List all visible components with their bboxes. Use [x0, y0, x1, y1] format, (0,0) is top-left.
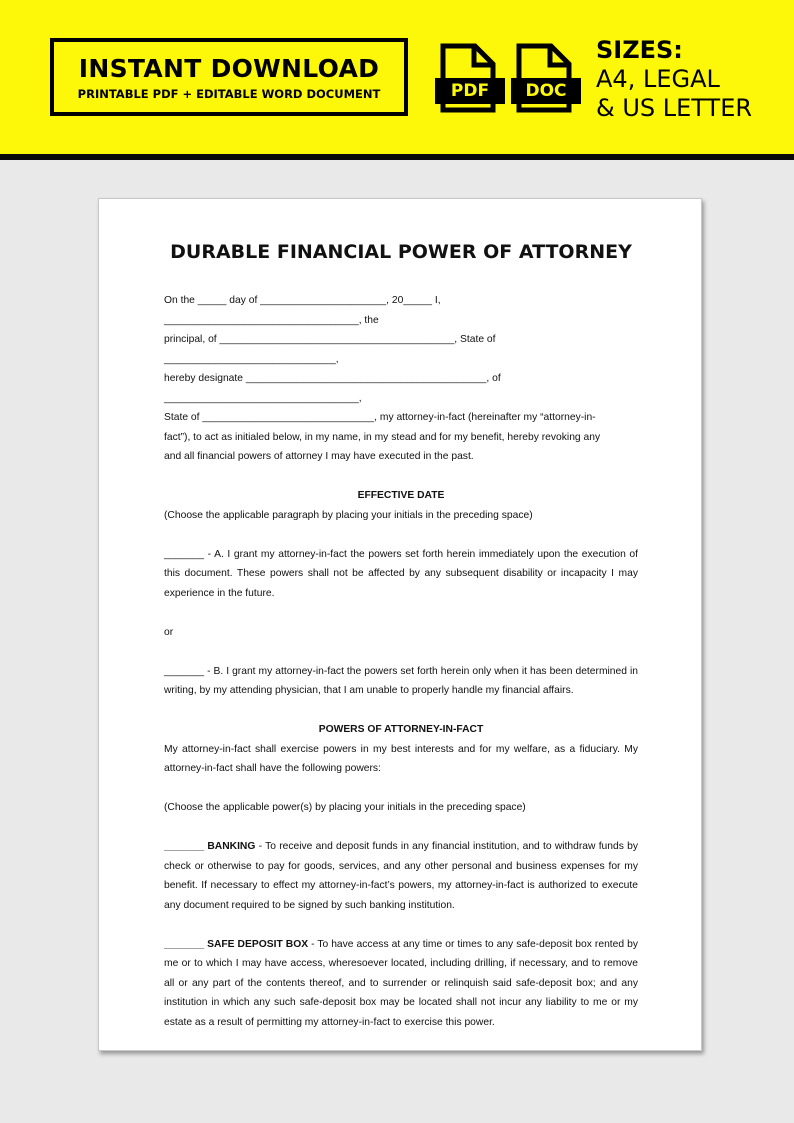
- effective-date-instruction: (Choose the applicable paragraph by placing your initials in the preceding space): [164, 509, 533, 521]
- instant-download-box: [50, 38, 408, 116]
- safe-deposit-label: _______ SAFE DEPOSIT BOX: [164, 938, 309, 950]
- document-body: [164, 239, 638, 1032]
- intro-line: On the _____ day of ______________________, 20_____ I, __________________________________, the: [164, 295, 441, 326]
- sizes-line-1: A4, LEGAL: [596, 65, 720, 93]
- option-b-paragraph: _______ - B. I grant my attorney-in-fact the powers set forth herein only when it has been determined in writing, by my attending physician, that I am unable to properly handle my financial affairs.: [164, 665, 638, 696]
- document-page: [98, 198, 702, 1051]
- doc-label: DOC: [511, 78, 581, 104]
- effective-date-heading: EFFECTIVE DATE: [357, 490, 445, 501]
- powers-heading: POWERS OF ATTORNEY-IN-FACT: [318, 724, 484, 735]
- instant-download-title: INSTANT DOWNLOAD: [78, 54, 380, 83]
- safe-deposit-text: - To have access at any time or times to any safe-deposit box rented by me or to which I may have access, wheresoever located, including drilling, if necessary, and to remove all or any part of the contents thereof, and to surrender or relinquish said safe-deposit box; and any institution in which any such safe-deposit box may be located shall not incur any liability to me or my estate as a result of permitting my attorney-in-fact to exercise this power.: [164, 938, 638, 1028]
- sizes-line-2: & US LETTER: [596, 94, 753, 122]
- banking-label: _______ BANKING: [164, 841, 256, 852]
- powers-intro: My attorney-in-fact shall exercise powers in my best interests and for my welfare, as a fiduciary. My attorney-in-fact shall have the following powers:: [164, 743, 638, 774]
- intro-line: and all financial powers of attorney I may have executed in the past.: [164, 451, 474, 462]
- sizes-heading: SIZES:: [596, 36, 683, 64]
- intro-line: fact”), to act as initialed below, in my name, in my stead and for my benefit, hereby revoking any: [164, 431, 601, 443]
- instant-download-subtitle: PRINTABLE PDF + EDITABLE WORD DOCUMENT: [77, 87, 381, 101]
- intro-line: hereby designate __________________________________________, of __________________________________,: [164, 373, 501, 404]
- banking-paragraph: [164, 837, 638, 915]
- or-text: or: [164, 626, 174, 638]
- intro-line: State of ______________________________, my attorney-in-fact (hereinafter my “attorney-in-: [164, 412, 596, 423]
- pdf-label: PDF: [435, 78, 505, 104]
- doc-file-icon: [513, 42, 583, 114]
- document-title: DURABLE FINANCIAL POWER OF ATTORNEY: [170, 241, 632, 263]
- promo-banner: [0, 0, 794, 160]
- option-a-paragraph: _______ - A. I grant my attorney-in-fact the powers set forth herein immediately upon the execution of this document. These powers shall not be affected by any subsequent disability or incapacity I may experience in the future.: [164, 548, 638, 599]
- powers-instruction: (Choose the applicable power(s) by placing your initials in the preceding space): [164, 802, 526, 813]
- intro-line: principal, of _________________________________________, State of ______________________________,: [164, 334, 496, 365]
- banking-text: - To receive and deposit funds in any financial institution, and to withdraw funds by check or otherwise to pay for goods, services, and any other personal and business expenses for my benefit. If necessary to effect my attorney-in-fact’s powers, my attorney-in-fact is authorized to execute any document required to be signed by such banking institution.: [164, 841, 638, 911]
- pdf-file-icon: [437, 42, 507, 114]
- safe-deposit-paragraph: [164, 935, 638, 1033]
- sizes-info: [596, 36, 752, 123]
